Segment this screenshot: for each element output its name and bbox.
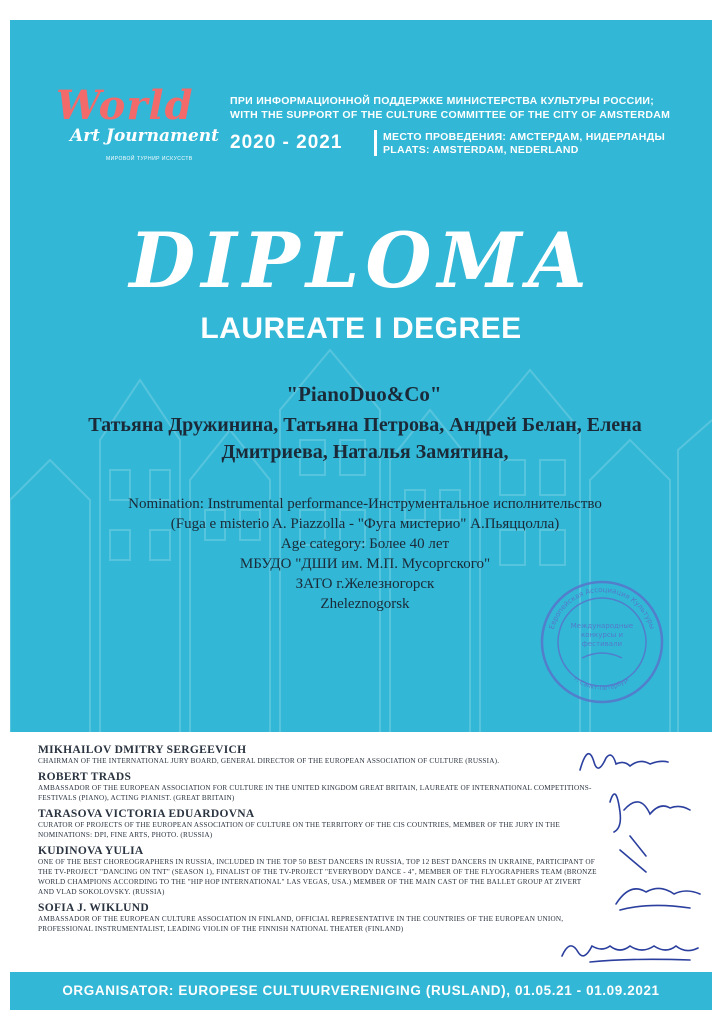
institution-line: МБУДО "ДШИ им. М.П. Мусоргского" xyxy=(239,556,491,572)
participant-names: Татьяна Дружинина, Татьяна Петрова, Андрей Белан, Елена Дмитриева, Наталья Замятина, xyxy=(88,414,642,463)
age-category-line: Age category: Более 40 лет xyxy=(280,536,450,552)
support-statement xyxy=(230,94,700,122)
seal-inner-text: Международные конкурсы и фестивали xyxy=(570,622,634,648)
jury-member xyxy=(38,902,598,934)
signature-trads xyxy=(610,794,690,856)
organiser-footer: ORGANISATOR: EUROPESE CULTUURVERENIGING (RUSLAND), 01.05.21 - 01.09.2021 xyxy=(10,972,712,1010)
svg-text:г. Санкт-Петербург: г. Санкт-Петербург xyxy=(572,675,632,693)
jury-list xyxy=(38,744,598,939)
signature-kudinova xyxy=(616,888,700,910)
venue-line-nl: PLAATS: AMSTERDAM, NEDERLAND xyxy=(383,144,579,156)
jury-member-name: SOFIA J. WIKLUND xyxy=(38,902,149,914)
venue-line-ru: МЕСТО ПРОВЕДЕНИЯ: АМСТЕРДАМ, НИДЕРЛАНДЫ xyxy=(383,131,666,143)
jury-member-role: AMBASSADOR OF THE EUROPEAN ASSOCIATION FOR CULTURE IN THE UNITED KINGDOM GREAT BRITAIN, LAUREATE OF INTERNATIONAL COMPETITIONS-FESTIVALS (PIANO), ACTING PIANIST. (GREAT BRITAIN) xyxy=(38,784,592,802)
laureate-degree-subtitle: LAUREATE I DEGREE xyxy=(200,312,522,345)
signature-wiklund xyxy=(562,946,698,962)
support-line-ru: ПРИ ИНФОРМАЦИОННОЙ ПОДДЕРЖКЕ МИНИСТЕРСТВА КУЛЬТУРЫ РОССИИ; xyxy=(230,95,655,107)
town-ru-line: ЗАТО г.Железногорск xyxy=(295,576,435,592)
jury-member-role: AMBASSADOR OF THE EUROPEAN CULTURE ASSOCIATION IN FINLAND, OFFICIAL REPRESENTATIVE IN THE COUNTRIES OF THE EUROPEAN UNION, PROFESSIONAL INSTRUMENTALIST, LEADING VIOLIN OF THE FINNISH NATIONAL THEATER (FINLAND) xyxy=(38,915,564,933)
jury-member xyxy=(38,808,598,840)
jury-member xyxy=(38,845,598,897)
jury-member-name: KUDINOVA YULIA xyxy=(38,845,144,857)
header-divider xyxy=(374,130,377,156)
logo-subtitle: МИРОВОЙ ТУРНИР ИСКУССТВ xyxy=(106,156,193,162)
jury-member-name: MIKHAILOV DMITRY SERGEEVICH xyxy=(38,744,247,756)
jury-member-role: ONE OF THE BEST CHOREOGRAPHERS IN RUSSIA, INCLUDED IN THE TOP 50 BEST DANCERS IN RUSSIA, TOP 12 BEST DANCERS IN UKRAINE, PARTICIPANT OF THE TV-PROJECT "DANCING ON TNT" (SEASON 1), FINALIST OF THE TV-PROJECT "EVERYBODY DANCE - 4", MEMBER OF THE FLYOGRAPHERS TEAM (BRONZE WORLD CHAMPIONS ACCORDING TO THE "HIP HOP INTERNATIONAL" LAS VEGAS, USA.) MEMBER OF THE MAIN CAST OF THE BALLET GROUP AT ZIVERT AND VLAD SOKOLOVSKY. (RUSSIA) xyxy=(38,858,597,896)
world-art-journament-logo xyxy=(56,82,226,172)
logo-art-text: Art Journament xyxy=(70,126,220,146)
ensemble-name: "PianoDuo&Co" xyxy=(286,382,442,406)
signature-tarasova xyxy=(620,850,646,872)
jury-member xyxy=(38,744,598,766)
signature-mikhailov xyxy=(580,754,668,770)
piece-line: (Fuga e misterio A. Piazzolla - "Фуга мистерио" А.Пьяццолла) xyxy=(170,516,560,532)
jury-member-name: ROBERT TRADS xyxy=(38,771,132,783)
venue-statement xyxy=(383,131,703,157)
town-en-line: Zheleznogorsk xyxy=(320,596,410,612)
logo-world-text: World xyxy=(56,82,194,129)
association-seal-stamp xyxy=(538,578,666,706)
jury-member xyxy=(38,771,598,803)
diploma-sheet xyxy=(10,20,712,1010)
svg-text:Европейская Ассоциация Культур: Европейская Ассоциация Культуры xyxy=(547,585,657,631)
nomination-line: Nomination: Instrumental performance-Инструментальное исполнительство xyxy=(128,496,602,512)
support-line-en: WITH THE SUPPORT OF THE CULTURE COMMITTEE OF THE CITY OF AMSTERDAM xyxy=(230,109,671,121)
years-label: 2020 - 2021 xyxy=(230,132,343,153)
jury-member-role: CHAIRMAN OF THE INTERNATIONAL JURY BOARD, GENERAL DIRECTOR OF THE EUROPEAN ASSOCIATION OF CULTURE (RUSSIA). xyxy=(38,757,500,765)
jury-signatures xyxy=(550,732,712,972)
jury-member-name: TARASOVA VICTORIA EDUARDOVNA xyxy=(38,808,255,820)
jury-member-role: CURATOR OF PROJECTS OF THE EUROPEAN ASSOCIATION OF CULTURE ON THE TERRITORY OF THE CIS COUNTRIES, MEMBER OF THE JURY IN THE NOMINATIONS: DPI, FINE ARTS, PHOTO. (RUSSIA) xyxy=(38,821,560,839)
diploma-title: DIPLOMA xyxy=(129,216,593,305)
